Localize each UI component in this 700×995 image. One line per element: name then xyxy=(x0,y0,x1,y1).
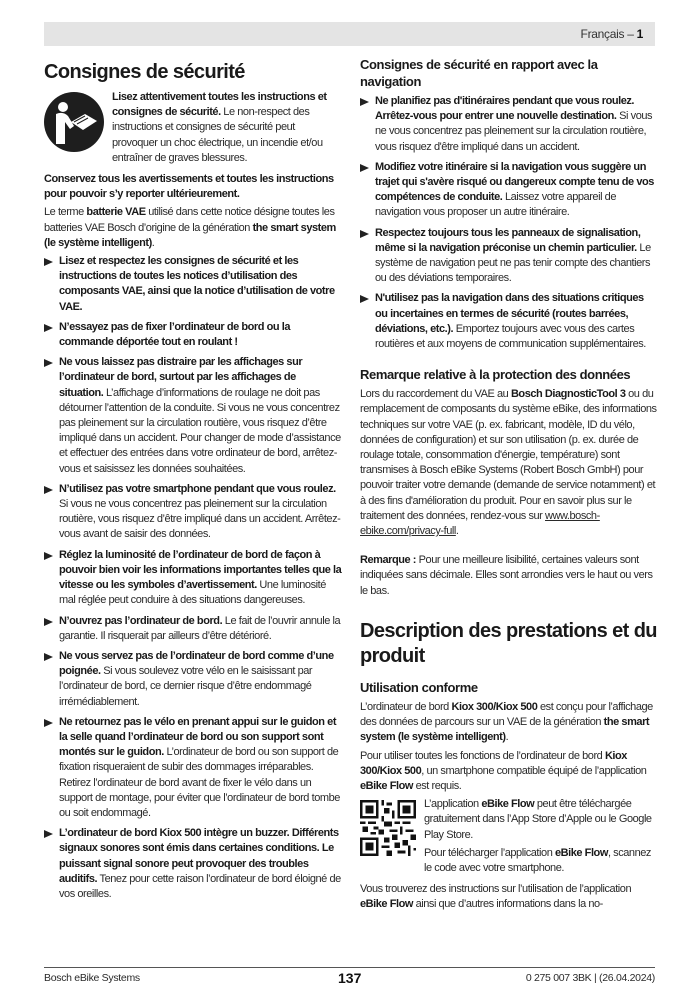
bold-text: eBike Flow xyxy=(360,779,413,792)
bold-text: the smart system (le système intelligent) xyxy=(44,221,336,249)
app-download-block xyxy=(360,797,658,879)
bullet-item xyxy=(44,482,342,543)
bullet-triangle-icon xyxy=(44,618,53,626)
body-text: est requis. xyxy=(412,779,462,792)
navigation-safety-section xyxy=(360,56,658,352)
privacy-title: Remarque relative à la protection des données xyxy=(360,367,631,383)
footer-divider xyxy=(44,967,655,968)
body-text: Lors du raccordement du VAE au xyxy=(360,388,511,401)
app-instructions-text xyxy=(360,882,658,912)
body-text: est conçu pour l’affichage des données de parcours sur un VAE de la génération xyxy=(360,700,653,729)
bullet-item xyxy=(360,94,658,155)
bullet-item xyxy=(44,548,342,609)
nav-bullets xyxy=(360,94,658,352)
section-number: 1 xyxy=(636,27,643,41)
body-text: L’application xyxy=(424,798,482,811)
privacy-section xyxy=(360,366,658,539)
bold-text: the smart system (le système intelligent) xyxy=(360,716,650,744)
bullet-item xyxy=(44,614,342,644)
bold-text: N’essayez pas de fixer l’ordinateur de bord ou la commande déportée tout en roulant ! xyxy=(59,320,291,349)
paragraph xyxy=(360,749,658,795)
bullet-item xyxy=(360,291,658,352)
right-column xyxy=(360,56,658,916)
bold-text: eBike Flow xyxy=(360,898,413,911)
bold-text: Remarque : xyxy=(360,554,417,567)
paragraph xyxy=(424,797,658,843)
paragraph xyxy=(424,846,658,876)
bullet-triangle-icon xyxy=(360,98,369,106)
body-text: Pour utiliser toutes les fonctions de l’ordinateur de bord xyxy=(360,749,605,762)
bold-text: Ne vous laissez pas distraire par les affichages sur l’ordinateur de bord, surtout par les affichages de situation. xyxy=(59,356,303,399)
body-text: Le système de navigation peut ne pas tenir compte des chantiers ou des déviations temporaires. xyxy=(375,241,651,285)
body-text: Le terme xyxy=(44,206,87,219)
bullet-item xyxy=(44,715,342,821)
body-text: Le non-respect des instructions et consignes de sécurité peut provoquer un choc électrique, un incendie et/ou entraîner de graves blessures. xyxy=(112,106,323,164)
bullet-triangle-icon xyxy=(360,295,369,303)
privacy-text xyxy=(360,387,658,539)
bullet-item xyxy=(360,160,658,221)
footer-doc-ref: 0 275 007 3BK | (26.04.2024) xyxy=(525,972,655,984)
body-text: L’affichage d’informations de roulage ne doit pas détourner l’attention de la conduite. Si vous ne vous concentrez pas pleinement sur la circulation routière, vous risquez d’être impliqué dans un accident. Pour changer de mode d’assistance et effectuer des entrées dans votre ordinateur de bord, arrêtez-vous et saisissez les données souhaitées. xyxy=(59,386,341,475)
qr-code-icon[interactable] xyxy=(360,800,416,856)
language-section-label xyxy=(581,27,643,41)
bold-text: batterie VAE xyxy=(86,206,146,219)
paragraph xyxy=(44,205,342,251)
body-text: Si vous soulevez votre vélo en le saisissant par l’ordinateur de bord, ce dernier risque d’être endommagé irrémédiablement. xyxy=(59,665,313,708)
page-number: 137 xyxy=(338,970,362,986)
bold-text: N’utilisez pas votre smartphone pendant que vous roulez. xyxy=(59,482,336,495)
privacy-link[interactable]: www.bosch-ebike.com/privacy-full xyxy=(360,509,600,538)
body-text: Si vous ne vous concentrez pas pleinement sur la circulation routière, vous risquez d’être impliqué dans un accident. Arrêtez-vous avant de saisir des données. xyxy=(59,498,341,541)
body-text: Tenez pour cette raison l’ordinateur de bord éloigné de vos oreilles. xyxy=(59,872,341,900)
language-label: Français xyxy=(580,27,625,41)
bullet-triangle-icon xyxy=(44,719,53,727)
body-text: Une luminosité mal réglée peut conduire à des situations dangereuses. xyxy=(59,579,326,607)
nav-safety-title: Consignes de sécurité en rapport avec la navigation xyxy=(360,57,598,89)
bold-text: N'utilisez pas la navigation dans des situations critiques ou incertaines en termes de sécurité (routes barrées, déviations, etc.). xyxy=(375,292,644,335)
body-text: Emportez toujours avec vous des cartes routières et aux moyens de communication supplémentaires. xyxy=(375,322,646,351)
page-header-bar xyxy=(44,22,655,46)
bold-text: Ne planifiez pas d'itinéraires pendant que vous roulez. Arrêtez-vous pour entrer une nouvelle destination. xyxy=(375,95,635,123)
bullet-item xyxy=(44,355,342,477)
bold-text: Kiox 300/Kiox 500 xyxy=(360,749,627,777)
bullet-item xyxy=(44,254,342,315)
section-title-safety: Consignes de sécurité xyxy=(44,61,245,83)
intro-block xyxy=(44,90,342,169)
bullet-item xyxy=(44,320,342,350)
body-text: , un smartphone compatible équipé de l’application xyxy=(421,764,647,777)
body-text: L’ordinateur de bord xyxy=(360,700,452,713)
safety-bullets xyxy=(44,254,342,902)
bullet-triangle-icon xyxy=(44,830,53,838)
bold-text: eBike Flow xyxy=(481,798,535,811)
app-download-text xyxy=(424,797,658,879)
intended-use-title: Utilisation conforme xyxy=(360,679,478,695)
body-text: utilisé dans cette notice désigne toutes les batteries VAE Bosch d’origine de la génération xyxy=(44,206,335,234)
left-column xyxy=(44,56,342,907)
separator: – xyxy=(624,27,637,41)
bold-text: Ne retournez pas le vélo en prenant appui sur le guidon et la selle quand l’ordinateur de bord ou son support sont montés sur le guidon. xyxy=(59,715,337,759)
privacy-body xyxy=(360,388,657,522)
body-text: L’ordinateur de bord ou son support de fixation risqueraient de subir des dommages irréparables. Retirez l’ordinateur de bord avant de fixer le vélo dans un support de montage, pour éviter que l’ordinateur de bord tombe ou soit endommagé. xyxy=(59,746,340,819)
body-text: Si vous ne vous concentrez pas pleinement sur la circulation routière, vous risquez d'être impliqué dans un accident. xyxy=(375,110,653,153)
bullet-triangle-icon xyxy=(360,230,369,238)
bold-text: Respectez toujours tous les panneaux de signalisation, même si la navigation préconise un chemin particulier. xyxy=(375,226,641,254)
bold-text: Lisez attentivement toutes les instructions et consignes de sécurité. xyxy=(112,91,327,119)
body-text: Le fait de l’ouvrir annule la garantie. Il risquerait par ailleurs d’être détérioré. xyxy=(59,614,341,642)
body-text: ainsi que d’autres informations dans la no- xyxy=(412,898,603,911)
intended-use-paragraphs xyxy=(360,700,658,794)
bold-text: Bosch DiagnosticTool 3 xyxy=(510,388,626,401)
bullet-triangle-icon xyxy=(44,653,53,661)
bullet-item xyxy=(360,226,658,287)
bold-text: Kiox 300/Kiox 500 xyxy=(451,700,538,713)
bullet-item xyxy=(44,649,342,710)
bold-text: Ne vous servez pas de l’ordinateur de bord comme d’une poignée. xyxy=(59,649,334,678)
intro-text xyxy=(112,90,342,166)
body-text: Laissez votre appareil de navigation vous proposer un autre itinéraire. xyxy=(375,191,617,219)
bullet-triangle-icon xyxy=(44,324,53,332)
rounding-note xyxy=(360,553,658,599)
bold-text: Modifiez votre itinéraire si la navigation vous suggère un trajet qui s'avère risqué ou dangereux compte tenu de vos compétences de conduite. xyxy=(375,160,654,204)
bold-text: Conservez tous les avertissements et toutes les instructions pour pouvoir s’y reporter ultérieurement. xyxy=(44,173,334,201)
body-text: . xyxy=(505,731,509,744)
bold-text: N’ouvrez pas l’ordinateur de bord. xyxy=(59,614,223,627)
paragraph xyxy=(44,172,342,202)
bold-text: Lisez et respectez les consignes de sécurité et les instructions de toutes les notices d’utilisation des composants VAE, ainsi que la notice d’utilisation de votre VAE. xyxy=(59,255,335,313)
body-text: Vous trouverez des instructions sur l’utilisation de l’application xyxy=(360,883,632,896)
body-text: , scannez le code avec votre smartphone. xyxy=(424,846,651,874)
body-text: Pour télécharger l’application xyxy=(424,846,555,859)
section-title-description: Description des prestations et du produit xyxy=(360,619,657,667)
intro-paragraphs xyxy=(44,172,342,251)
bold-text: Réglez la luminosité de l’ordinateur de bord de façon à pouvoir bien voir les informations importantes telles que la vitesse ou les symboles d’avertissement. xyxy=(59,548,342,592)
body-text: Pour une meilleure lisibilité, certaines valeurs sont indiquées sans décimale. Elles sont arrondies vers le haut ou vers le bas. xyxy=(360,554,653,597)
bullet-triangle-icon xyxy=(44,258,53,266)
read-manual-icon xyxy=(44,92,104,152)
body-text: ou du remplacement de composants du système eBike, des informations techniques sur votre VAE (p. ex. fabricant, modèle, ID du vélo, données de configuration) et sur son utilisation (p. ex. durée de roulage totale, consommation d'énergie, température) sont transmises à Bosch eBike Systems (Robert Bosch GmbH) pour pouvoir traiter votre demande (demande de service notamment) et à des fins d'amélioration du produit. Pour en savoir plus sur le traitement des données, rendez-vous sur xyxy=(360,388,657,522)
bullet-triangle-icon xyxy=(44,486,53,494)
bullet-item xyxy=(44,826,342,902)
bold-text: eBike Flow xyxy=(554,846,608,859)
period: . xyxy=(455,525,459,538)
body-text: . xyxy=(151,236,155,249)
body-text: peut être téléchargée gratuitement dans l’App Store d’Apple ou le Google Play Store. xyxy=(424,798,652,841)
bullet-triangle-icon xyxy=(360,164,369,172)
bold-text: L’ordinateur de bord Kiox 500 intègre un buzzer. Différents signaux sonores sont émis dans certaines conditions. Le puissant signal sonore peut provoquer des troubles auditifs. xyxy=(59,827,339,885)
bullet-triangle-icon xyxy=(44,359,53,367)
footer-company: Bosch eBike Systems xyxy=(44,972,140,984)
paragraph xyxy=(360,700,658,746)
bullet-triangle-icon xyxy=(44,552,53,560)
